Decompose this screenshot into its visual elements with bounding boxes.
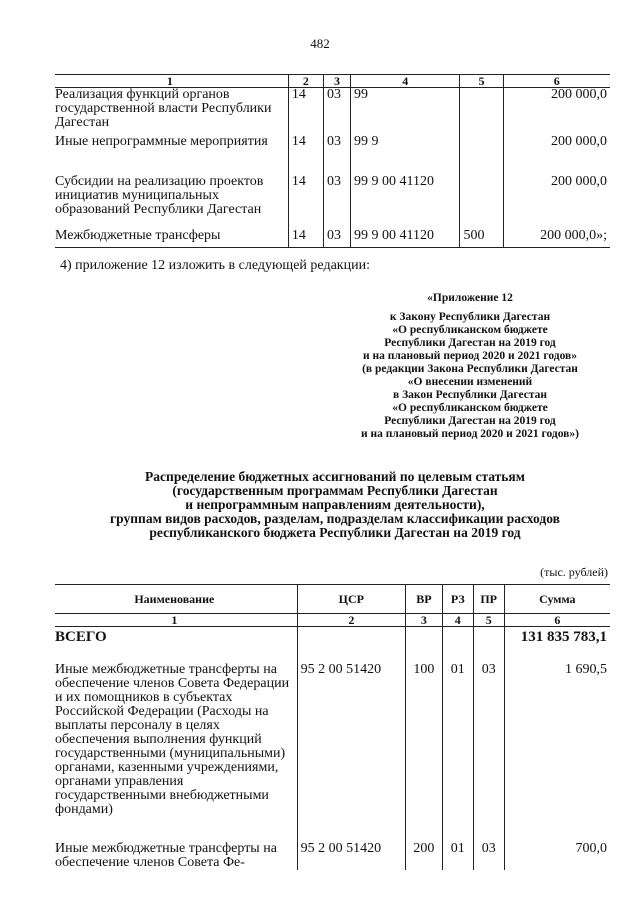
row-rz: 14 — [288, 175, 323, 229]
total-csr — [297, 627, 405, 661]
appendix-line: «О республиканском бюджете — [392, 402, 548, 414]
row-pr: 03 — [323, 175, 350, 229]
col-number: 4 — [442, 614, 473, 627]
total-vr — [405, 627, 442, 661]
table-header-row — [55, 75, 610, 88]
appendix-line: Республики Дагестан на 2019 год — [384, 415, 556, 427]
header-sum: Сумма — [504, 585, 610, 614]
row-csr: 95 2 00 51420 — [297, 660, 405, 839]
budget-table — [55, 584, 610, 870]
table-row — [55, 175, 610, 229]
row-csr: 99 9 00 41120 — [351, 175, 460, 229]
col-header-3: 3 — [323, 75, 350, 88]
row-pr: 03 — [323, 88, 350, 136]
row-sum: 700,0 — [504, 839, 610, 870]
header-csr: ЦСР — [297, 585, 405, 614]
row-name: Иные межбюджетные трансферты на обеспечение членов Совета Федерации и их помощников в субъектах Российской Федерации (Расходы на выплаты персоналу в целях обеспечения выполнения функций государственными (муниципальными) органами, казенными учреждениями, органами управления государственными внебюджетными фондами) — [55, 660, 297, 839]
col-number: 5 — [473, 614, 504, 627]
row-sum: 1 690,5 — [504, 660, 610, 839]
row-csr: 95 2 00 51420 — [297, 839, 405, 870]
row-vr: 500 — [460, 229, 503, 248]
heading-line: группам видов расходов, разделам, подразделам классификации расходов — [110, 511, 560, 526]
appendix-line: «Приложение 12 — [427, 292, 513, 304]
row-csr: 99 9 — [351, 135, 460, 175]
row-name: Субсидии на реализацию проектов инициатив муниципальных образований Республики Дагестан — [55, 175, 288, 229]
appendix-caption — [330, 292, 610, 441]
row-rz: 01 — [442, 839, 473, 870]
row-pr: 03 — [473, 839, 504, 870]
total-sum: 131 835 783,1 — [504, 627, 610, 661]
row-rz: 01 — [442, 660, 473, 839]
col-number: 2 — [297, 614, 405, 627]
header-vr: ВР — [405, 585, 442, 614]
row-sum: 200 000,0»; — [503, 229, 610, 248]
col-number: 1 — [55, 614, 297, 627]
row-pr: 03 — [323, 135, 350, 175]
col-number: 6 — [504, 614, 610, 627]
row-csr: 99 9 00 41120 — [351, 229, 460, 248]
col-header-5: 5 — [460, 75, 503, 88]
row-sum: 200 000,0 — [503, 135, 610, 175]
appendix-line: к Закону Республики Дагестан — [389, 311, 551, 323]
units-label: (тыс. рублей) — [540, 565, 608, 579]
appendix-line: Республики Дагестан на 2019 год — [384, 337, 556, 349]
row-name: Иные межбюджетные трансферты на обеспечение членов Совета Фе- — [55, 839, 297, 870]
row-vr: 100 — [405, 660, 442, 839]
amendment-paragraph: 4) приложение 12 изложить в следующей редакции: — [60, 258, 370, 273]
total-row — [55, 627, 610, 661]
appendix-line: и на плановый период 2020 и 2021 годов» — [362, 350, 578, 362]
table-header-row — [55, 585, 610, 614]
page-number: 482 — [310, 36, 330, 51]
table-row — [55, 839, 610, 870]
row-pr: 03 — [323, 229, 350, 248]
row-rz: 14 — [288, 88, 323, 136]
appendix-line: и на плановый период 2020 и 2021 годов») — [361, 428, 579, 440]
heading-line: республиканского бюджета Республики Дагестан на 2019 год — [149, 525, 521, 540]
row-pr: 03 — [473, 660, 504, 839]
row-vr — [460, 175, 503, 229]
header-rz: РЗ — [442, 585, 473, 614]
col-header-1: 1 — [55, 75, 288, 88]
col-header-2: 2 — [288, 75, 323, 88]
appendix-line: «О республиканском бюджете — [392, 324, 548, 336]
column-number-row — [55, 614, 610, 627]
row-vr — [460, 135, 503, 175]
table-row — [55, 88, 610, 136]
row-vr — [460, 88, 503, 136]
row-rz: 14 — [288, 229, 323, 248]
row-name: Межбюджетные трансферы — [55, 229, 288, 248]
header-name: Наименование — [55, 585, 297, 614]
total-pr — [473, 627, 504, 661]
col-header-4: 4 — [351, 75, 460, 88]
appendix-line: (в редакции Закона Республики Дагестан — [362, 363, 578, 375]
row-rz: 14 — [288, 135, 323, 175]
row-vr: 200 — [405, 839, 442, 870]
row-sum: 200 000,0 — [503, 88, 610, 136]
row-csr: 99 — [351, 88, 460, 136]
heading-line: и непрограммным направлениям деятельности), — [185, 497, 485, 512]
row-sum: 200 000,0 — [503, 175, 610, 229]
heading-line: (государственным программам Республики Дагестан — [172, 483, 498, 498]
table-row — [55, 660, 610, 839]
table-row — [55, 229, 610, 248]
row-name: Реализация функций органов государственной власти Республики Дагестан — [55, 88, 288, 136]
document-heading — [60, 470, 610, 540]
col-number: 3 — [405, 614, 442, 627]
continuation-table — [55, 74, 610, 248]
row-name: Иные непрограммные мероприятия — [55, 135, 288, 175]
total-label: ВСЕГО — [55, 627, 297, 661]
appendix-line: «О внесении изменений — [407, 376, 533, 388]
total-rz — [442, 627, 473, 661]
appendix-line: в Закон Республики Дагестан — [393, 389, 547, 401]
table-row — [55, 135, 610, 175]
heading-line: Распределение бюджетных ассигнований по целевым статьям — [145, 469, 525, 484]
header-pr: ПР — [473, 585, 504, 614]
col-header-6: 6 — [503, 75, 610, 88]
